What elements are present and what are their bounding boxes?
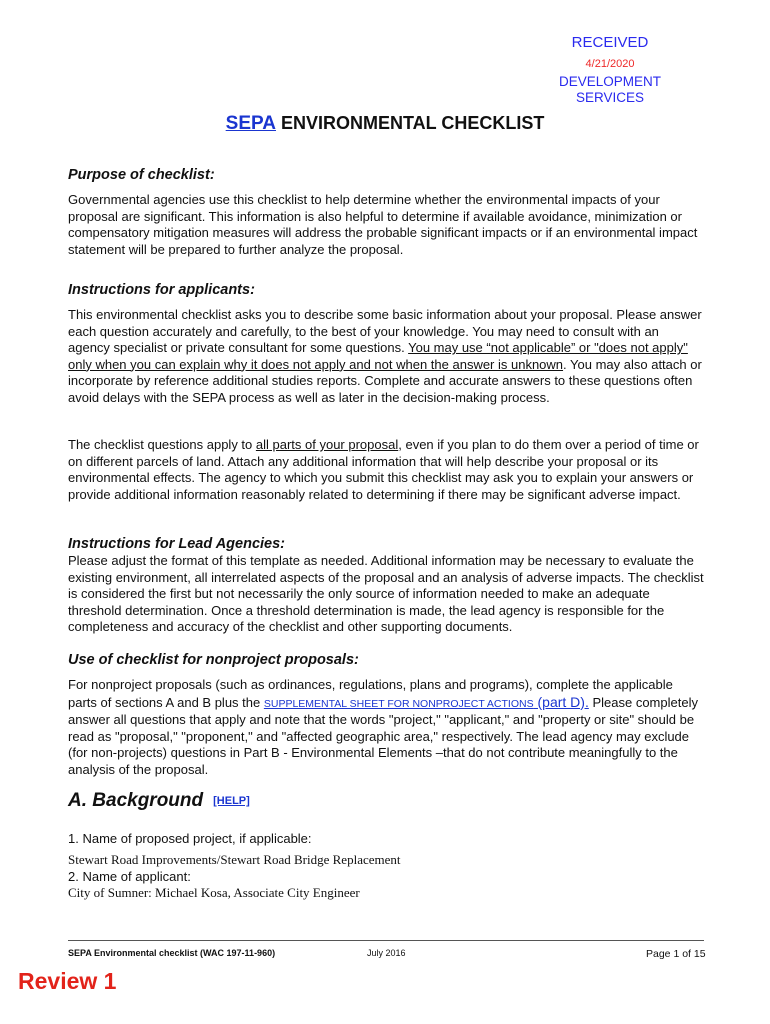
purpose-text: Governmental agencies use this checklist to help determine whether the environmental impacts of your proposal are significant. This information is also helpful to determine if available avoidance, minimization or compensatory mitigation measures will address the probable significant impacts or if an environmental impact statement will be prepared to further analyze the proposal. xyxy=(68,192,698,257)
applicants-paragraph-1 xyxy=(68,307,704,406)
lead-agencies-text: Please adjust the format of this template as needed. Additional information may be necessary to evaluate the existing environment, all interrelated aspects of the proposal and an analysis of adverse impacts. The checklist is considered the first but not necessarily the only source of information needed to make an adequate threshold determination. Once a threshold determination is made, the lead agency is responsible for the completeness and accuracy of the checklist and other supporting documents. xyxy=(68,553,704,634)
received-stamp: RECEIVED xyxy=(571,34,649,51)
department-stamp xyxy=(540,74,680,106)
footer-form-name: SEPA Environmental checklist (WAC 197-11-960) xyxy=(68,948,276,958)
applicants-p2-text-b: , even if you plan to do them over a period of time or on different parcels of land. Attach any additional information that will help describe your proposal or its environmental effects. The agency to which you submit this checklist may ask you to explain your answers or provide additional information reasonably related to determining if there may be significant adverse impact. xyxy=(68,437,699,502)
sepa-title-link[interactable]: SEPA xyxy=(225,113,276,134)
applicants-heading: Instructions for applicants: xyxy=(68,282,255,298)
applicants-p2-underlined: all parts of your proposal xyxy=(255,437,399,452)
lead-agencies-heading: Instructions for Lead Agencies: xyxy=(68,536,285,552)
nonproject-text xyxy=(68,677,704,778)
nonproject-heading: Use of checklist for nonproject proposals: xyxy=(68,652,359,668)
nonproject-text-b: Please completely answer all questions that apply and note that the words "project," "applicant," and "property or site" should be read as "proposal," "proponent," and "affected geographic area," respectively. The lead agency may exclude (for non-projects) questions in Part B - Environmental Elements –that do not contribute meaningfully to the analysis of the proposal. xyxy=(68,694,698,777)
background-heading xyxy=(68,790,250,812)
question-1: 1. Name of proposed project, if applicable: xyxy=(68,831,312,846)
department-line-2: SERVICES xyxy=(575,90,645,105)
supplemental-sheet-link[interactable]: SUPPLEMENTAL SHEET FOR NONPROJECT ACTIONS xyxy=(263,697,534,710)
answer-2[interactable]: City of Sumner: Michael Kosa, Associate City Engineer xyxy=(68,885,360,900)
applicants-paragraph-2 xyxy=(68,437,704,503)
question-2: 2. Name of applicant: xyxy=(68,869,191,884)
applicants-p1-text-a: This environmental checklist asks you to describe some basic information about your proposal. Please answer each question accurately and carefully, to the best of your knowledge. You may need to consult with an agency specialist or private consultant for some questions. xyxy=(68,307,702,355)
received-date: 4/21/2020 xyxy=(585,58,635,70)
page-number: Page 1 of 15 xyxy=(646,948,706,960)
purpose-heading: Purpose of checklist: xyxy=(68,167,215,183)
department-line-1: DEVELOPMENT xyxy=(558,74,662,89)
answer-1[interactable]: Stewart Road Improvements/Stewart Road Bridge Replacement xyxy=(68,852,401,867)
footer-date: July 2016 xyxy=(367,948,406,958)
background-title: A. Background xyxy=(68,790,204,811)
applicants-p2-text-a: The checklist questions apply to xyxy=(68,437,256,452)
help-link[interactable]: [HELP] xyxy=(213,795,250,807)
page-title xyxy=(0,113,770,135)
footer-divider xyxy=(68,940,704,941)
applicants-p1-text-b: . You may also attach or incorporate by reference additional studies reports. Complete and accurate answers to these questions often avoid delays with the SEPA process as well as later in the decision-making process. xyxy=(68,356,702,405)
applicants-p1-underlined: You may use “not applicable” or "does not apply" only when you can explain why it does not apply and not when the answer is unknown xyxy=(68,340,688,372)
title-text: ENVIRONMENTAL CHECKLIST xyxy=(276,113,545,133)
nonproject-text-a: For nonproject proposals (such as ordinances, regulations, plans and programs), complete the applicable parts of sections A and B plus the xyxy=(68,677,673,710)
review-label: Review 1 xyxy=(18,968,117,994)
part-d-link[interactable]: (part D). xyxy=(533,693,589,710)
